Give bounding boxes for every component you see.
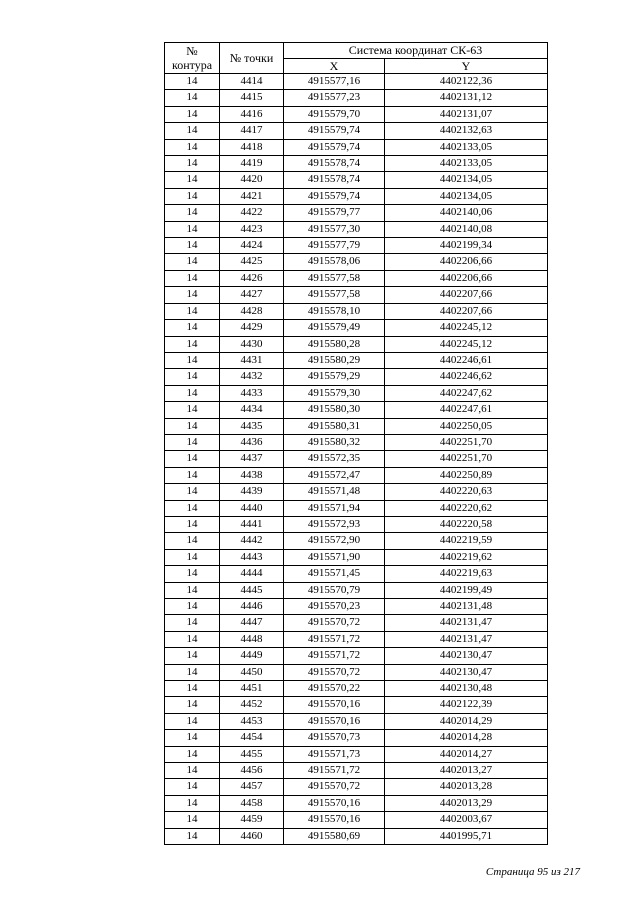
y-cell: 4402134,05 — [385, 188, 548, 204]
y-cell: 4402013,27 — [385, 763, 548, 779]
y-cell: 4402199,34 — [385, 238, 548, 254]
point-cell: 4424 — [220, 238, 284, 254]
contour-cell: 14 — [165, 566, 220, 582]
contour-cell: 14 — [165, 238, 220, 254]
table-header — [165, 43, 548, 74]
y-cell: 4402219,59 — [385, 533, 548, 549]
x-cell: 4915578,10 — [284, 303, 385, 319]
table-row — [165, 90, 548, 106]
table-row — [165, 599, 548, 615]
x-cell: 4915571,72 — [284, 631, 385, 647]
y-cell: 4402207,66 — [385, 303, 548, 319]
point-cell: 4439 — [220, 484, 284, 500]
contour-cell: 14 — [165, 713, 220, 729]
y-cell: 4402250,89 — [385, 467, 548, 483]
header-row — [165, 43, 548, 59]
contour-cell: 14 — [165, 533, 220, 549]
contour-cell: 14 — [165, 188, 220, 204]
table-row — [165, 795, 548, 811]
point-cell: 4453 — [220, 713, 284, 729]
point-cell: 4450 — [220, 664, 284, 680]
table-row — [165, 779, 548, 795]
x-cell: 4915572,35 — [284, 451, 385, 467]
point-cell: 4419 — [220, 156, 284, 172]
y-cell: 4402219,63 — [385, 566, 548, 582]
point-cell: 4446 — [220, 599, 284, 615]
y-cell: 4402245,12 — [385, 320, 548, 336]
point-cell: 4449 — [220, 648, 284, 664]
point-cell: 4434 — [220, 402, 284, 418]
contour-cell: 14 — [165, 812, 220, 828]
y-cell: 4402130,47 — [385, 648, 548, 664]
x-cell: 4915577,58 — [284, 287, 385, 303]
x-cell: 4915570,16 — [284, 812, 385, 828]
y-cell: 4402131,47 — [385, 615, 548, 631]
point-cell: 4438 — [220, 467, 284, 483]
point-cell: 4420 — [220, 172, 284, 188]
table-row — [165, 664, 548, 680]
point-cell: 4454 — [220, 730, 284, 746]
table-row — [165, 320, 548, 336]
table-row — [165, 385, 548, 401]
x-cell: 4915571,48 — [284, 484, 385, 500]
table-row — [165, 812, 548, 828]
y-cell: 4402131,12 — [385, 90, 548, 106]
x-cell: 4915577,30 — [284, 221, 385, 237]
table-row — [165, 172, 548, 188]
table-row — [165, 188, 548, 204]
contour-cell: 14 — [165, 795, 220, 811]
contour-cell: 14 — [165, 74, 220, 90]
x-cell: 4915577,79 — [284, 238, 385, 254]
point-cell: 4416 — [220, 106, 284, 122]
x-cell: 4915572,47 — [284, 467, 385, 483]
x-cell: 4915578,74 — [284, 172, 385, 188]
contour-cell: 14 — [165, 205, 220, 221]
point-cell: 4428 — [220, 303, 284, 319]
x-cell: 4915579,77 — [284, 205, 385, 221]
table-row — [165, 697, 548, 713]
y-cell: 4402131,47 — [385, 631, 548, 647]
contour-cell: 14 — [165, 599, 220, 615]
contour-cell: 14 — [165, 582, 220, 598]
table-row — [165, 681, 548, 697]
x-cell: 4915579,74 — [284, 188, 385, 204]
contour-cell: 14 — [165, 336, 220, 352]
x-cell: 4915578,06 — [284, 254, 385, 270]
header-x: X — [284, 58, 385, 74]
table-row — [165, 156, 548, 172]
y-cell: 4402133,05 — [385, 156, 548, 172]
y-cell: 4402134,05 — [385, 172, 548, 188]
table-row — [165, 352, 548, 368]
header-y: Y — [385, 58, 548, 74]
y-cell: 4402199,49 — [385, 582, 548, 598]
point-cell: 4452 — [220, 697, 284, 713]
point-cell: 4414 — [220, 74, 284, 90]
table-row — [165, 533, 548, 549]
y-cell: 4402014,27 — [385, 746, 548, 762]
x-cell: 4915570,79 — [284, 582, 385, 598]
y-cell: 4402014,28 — [385, 730, 548, 746]
y-cell: 4402131,48 — [385, 599, 548, 615]
contour-cell: 14 — [165, 648, 220, 664]
contour-cell: 14 — [165, 254, 220, 270]
y-cell: 4402122,36 — [385, 74, 548, 90]
contour-cell: 14 — [165, 172, 220, 188]
table-row — [165, 746, 548, 762]
contour-cell: 14 — [165, 500, 220, 516]
y-cell: 4402251,70 — [385, 451, 548, 467]
table-row — [165, 484, 548, 500]
contour-cell: 14 — [165, 484, 220, 500]
header-contour-line1: № — [186, 43, 198, 58]
y-cell: 4402246,62 — [385, 369, 548, 385]
point-cell: 4456 — [220, 763, 284, 779]
x-cell: 4915579,29 — [284, 369, 385, 385]
y-cell: 4402219,62 — [385, 549, 548, 565]
contour-cell: 14 — [165, 106, 220, 122]
header-contour-line2: контура — [171, 58, 213, 72]
table-row — [165, 270, 548, 286]
x-cell: 4915577,16 — [284, 74, 385, 90]
x-cell: 4915578,74 — [284, 156, 385, 172]
table-row — [165, 451, 548, 467]
y-cell: 4402013,28 — [385, 779, 548, 795]
point-cell: 4457 — [220, 779, 284, 795]
contour-cell: 14 — [165, 156, 220, 172]
point-cell: 4425 — [220, 254, 284, 270]
x-cell: 4915571,72 — [284, 763, 385, 779]
contour-cell: 14 — [165, 681, 220, 697]
contour-cell: 14 — [165, 402, 220, 418]
point-cell: 4418 — [220, 139, 284, 155]
x-cell: 4915572,93 — [284, 516, 385, 532]
x-cell: 4915580,30 — [284, 402, 385, 418]
x-cell: 4915577,23 — [284, 90, 385, 106]
x-cell: 4915570,16 — [284, 795, 385, 811]
x-cell: 4915580,69 — [284, 828, 385, 844]
table-row — [165, 648, 548, 664]
table-row — [165, 336, 548, 352]
contour-cell: 14 — [165, 385, 220, 401]
page-number: Страница 95 из 217 — [485, 866, 580, 878]
x-cell: 4915570,72 — [284, 664, 385, 680]
table-body — [165, 74, 548, 845]
table-row — [165, 139, 548, 155]
contour-cell: 14 — [165, 434, 220, 450]
point-cell: 4436 — [220, 434, 284, 450]
contour-cell: 14 — [165, 828, 220, 844]
table-row — [165, 730, 548, 746]
contour-cell: 14 — [165, 664, 220, 680]
contour-cell: 14 — [165, 746, 220, 762]
contour-cell: 14 — [165, 418, 220, 434]
contour-cell: 14 — [165, 467, 220, 483]
table-row — [165, 828, 548, 844]
y-cell: 4402207,66 — [385, 287, 548, 303]
x-cell: 4915579,74 — [284, 123, 385, 139]
point-cell: 4443 — [220, 549, 284, 565]
point-cell: 4437 — [220, 451, 284, 467]
point-cell: 4444 — [220, 566, 284, 582]
x-cell: 4915571,73 — [284, 746, 385, 762]
point-cell: 4440 — [220, 500, 284, 516]
x-cell: 4915570,16 — [284, 713, 385, 729]
x-cell: 4915570,16 — [284, 697, 385, 713]
x-cell: 4915580,32 — [284, 434, 385, 450]
point-cell: 4432 — [220, 369, 284, 385]
y-cell: 4402131,07 — [385, 106, 548, 122]
y-cell: 4402133,05 — [385, 139, 548, 155]
x-cell: 4915571,90 — [284, 549, 385, 565]
table-row — [165, 500, 548, 516]
point-cell: 4415 — [220, 90, 284, 106]
table-row — [165, 566, 548, 582]
contour-cell: 14 — [165, 730, 220, 746]
y-cell: 4402130,47 — [385, 664, 548, 680]
y-cell: 4402003,67 — [385, 812, 548, 828]
y-cell: 4402132,63 — [385, 123, 548, 139]
contour-cell: 14 — [165, 123, 220, 139]
x-cell: 4915570,72 — [284, 779, 385, 795]
y-cell: 4402251,70 — [385, 434, 548, 450]
table-row — [165, 631, 548, 647]
point-cell: 4447 — [220, 615, 284, 631]
y-cell: 4402245,12 — [385, 336, 548, 352]
table-row — [165, 402, 548, 418]
contour-cell: 14 — [165, 615, 220, 631]
header-coordinate-system: Система координат СК-63 — [284, 43, 548, 59]
table-row — [165, 74, 548, 90]
contour-cell: 14 — [165, 139, 220, 155]
x-cell: 4915579,74 — [284, 139, 385, 155]
table-row — [165, 467, 548, 483]
y-cell: 4402014,29 — [385, 713, 548, 729]
point-cell: 4433 — [220, 385, 284, 401]
table-row — [165, 106, 548, 122]
point-cell: 4426 — [220, 270, 284, 286]
table-row — [165, 221, 548, 237]
y-cell: 4402140,06 — [385, 205, 548, 221]
y-cell: 4402246,61 — [385, 352, 548, 368]
x-cell: 4915570,22 — [284, 681, 385, 697]
contour-cell: 14 — [165, 763, 220, 779]
table-row — [165, 516, 548, 532]
contour-cell: 14 — [165, 451, 220, 467]
point-cell: 4460 — [220, 828, 284, 844]
header-contour-number — [165, 43, 220, 74]
y-cell: 4402220,63 — [385, 484, 548, 500]
x-cell: 4915580,28 — [284, 336, 385, 352]
table-row — [165, 287, 548, 303]
x-cell: 4915580,31 — [284, 418, 385, 434]
contour-cell: 14 — [165, 90, 220, 106]
y-cell: 4402247,62 — [385, 385, 548, 401]
table-row — [165, 303, 548, 319]
point-cell: 4459 — [220, 812, 284, 828]
contour-cell: 14 — [165, 287, 220, 303]
coordinates-table — [164, 42, 548, 845]
x-cell: 4915570,73 — [284, 730, 385, 746]
header-point-number: № точки — [220, 43, 284, 74]
point-cell: 4435 — [220, 418, 284, 434]
point-cell: 4442 — [220, 533, 284, 549]
contour-cell: 14 — [165, 697, 220, 713]
contour-cell: 14 — [165, 221, 220, 237]
table-row — [165, 254, 548, 270]
contour-cell: 14 — [165, 303, 220, 319]
point-cell: 4448 — [220, 631, 284, 647]
y-cell: 4402206,66 — [385, 254, 548, 270]
table-row — [165, 434, 548, 450]
table-row — [165, 615, 548, 631]
point-cell: 4417 — [220, 123, 284, 139]
point-cell: 4427 — [220, 287, 284, 303]
y-cell: 4402140,08 — [385, 221, 548, 237]
point-cell: 4422 — [220, 205, 284, 221]
point-cell: 4421 — [220, 188, 284, 204]
x-cell: 4915572,90 — [284, 533, 385, 549]
contour-cell: 14 — [165, 779, 220, 795]
y-cell: 4402220,62 — [385, 500, 548, 516]
x-cell: 4915580,29 — [284, 352, 385, 368]
x-cell: 4915579,70 — [284, 106, 385, 122]
point-cell: 4455 — [220, 746, 284, 762]
x-cell: 4915579,49 — [284, 320, 385, 336]
contour-cell: 14 — [165, 631, 220, 647]
y-cell: 4402206,66 — [385, 270, 548, 286]
contour-cell: 14 — [165, 270, 220, 286]
table-row — [165, 369, 548, 385]
x-cell: 4915571,72 — [284, 648, 385, 664]
contour-cell: 14 — [165, 369, 220, 385]
y-cell: 4402250,05 — [385, 418, 548, 434]
x-cell: 4915579,30 — [284, 385, 385, 401]
point-cell: 4441 — [220, 516, 284, 532]
table-row — [165, 713, 548, 729]
point-cell: 4445 — [220, 582, 284, 598]
x-cell: 4915571,45 — [284, 566, 385, 582]
y-cell: 4402122,39 — [385, 697, 548, 713]
point-cell: 4423 — [220, 221, 284, 237]
point-cell: 4458 — [220, 795, 284, 811]
table-row — [165, 205, 548, 221]
point-cell: 4430 — [220, 336, 284, 352]
y-cell: 4401995,71 — [385, 828, 548, 844]
table-row — [165, 123, 548, 139]
y-cell: 4402247,61 — [385, 402, 548, 418]
x-cell: 4915577,58 — [284, 270, 385, 286]
contour-cell: 14 — [165, 516, 220, 532]
x-cell: 4915570,23 — [284, 599, 385, 615]
table-row — [165, 418, 548, 434]
point-cell: 4431 — [220, 352, 284, 368]
y-cell: 4402220,58 — [385, 516, 548, 532]
point-cell: 4451 — [220, 681, 284, 697]
contour-cell: 14 — [165, 549, 220, 565]
y-cell: 4402013,29 — [385, 795, 548, 811]
contour-cell: 14 — [165, 352, 220, 368]
point-cell: 4429 — [220, 320, 284, 336]
table-row — [165, 549, 548, 565]
y-cell: 4402130,48 — [385, 681, 548, 697]
table-row — [165, 238, 548, 254]
table-row — [165, 582, 548, 598]
x-cell: 4915570,72 — [284, 615, 385, 631]
contour-cell: 14 — [165, 320, 220, 336]
x-cell: 4915571,94 — [284, 500, 385, 516]
table-row — [165, 763, 548, 779]
